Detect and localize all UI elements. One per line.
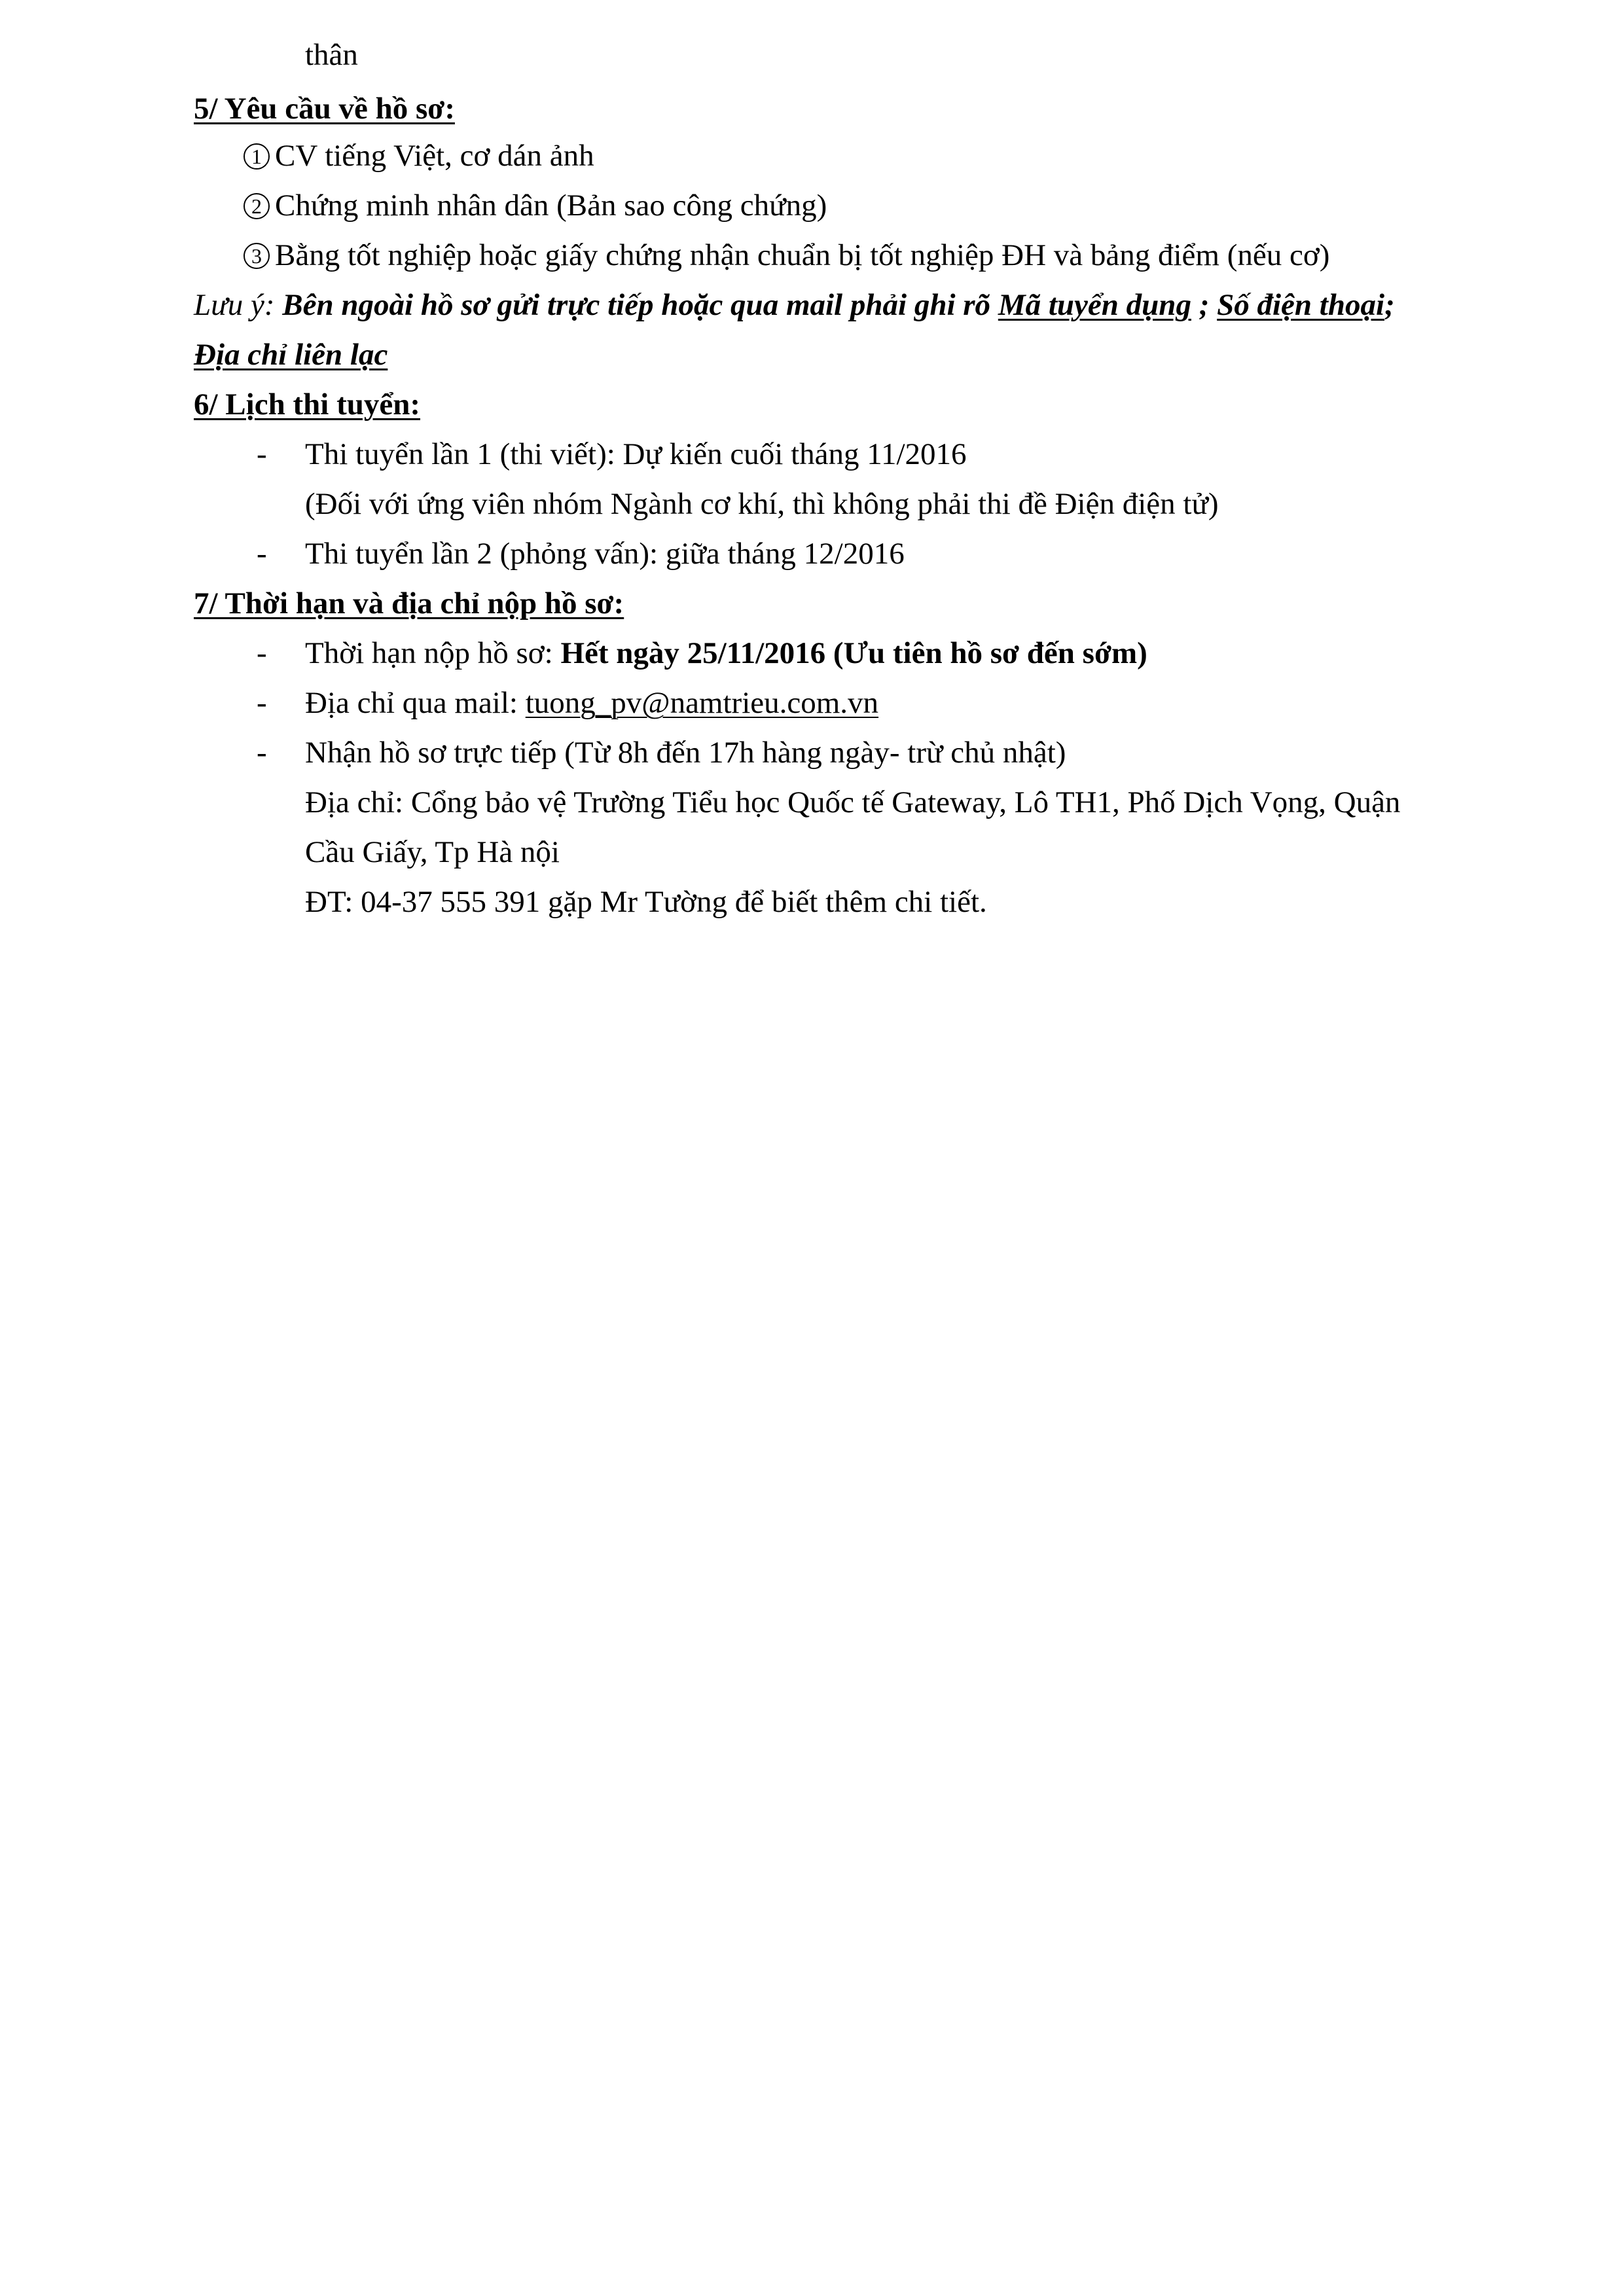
section-6-heading: 6/ Lịch thi tuyển: bbox=[194, 387, 421, 422]
section-5-heading: 5/ Yêu cầu về hồ sơ: bbox=[194, 92, 455, 126]
section-7-heading: 7/ Thời hạn và địa chỉ nộp hồ sơ: bbox=[194, 586, 624, 620]
list-item bbox=[244, 236, 1329, 275]
mail-line bbox=[305, 683, 878, 723]
list-item bbox=[0, 534, 1624, 573]
note-text: Bên ngoài hồ sơ gửi trực tiếp hoặc qua mail phải ghi rõ bbox=[282, 288, 991, 322]
address-line-1: Địa chỉ: Cổng bảo vệ Trường Tiểu học Quốc tế Gateway, Lô TH1, Phố Dịch Vọng, Quận bbox=[305, 785, 1401, 819]
note-separator: ; bbox=[1199, 288, 1210, 322]
list-item bbox=[244, 136, 594, 175]
list-item-text: Thi tuyển lần 1 (thi viết): Dự kiến cuối tháng 11/2016 bbox=[305, 437, 967, 471]
bullet-dash: - bbox=[257, 537, 267, 571]
bullet-dash: - bbox=[257, 686, 267, 720]
note-field-address: Địa chỉ liên lạc bbox=[194, 338, 388, 372]
deadline-line bbox=[305, 634, 1147, 673]
bullet-dash: - bbox=[257, 736, 267, 770]
deadline-value: Hết ngày 25/11/2016 (Ưu tiên hồ sơ đến sớm) bbox=[560, 636, 1147, 670]
direct-submission-text: Nhận hồ sơ trực tiếp (Từ 8h đến 17h hàng ngày- trừ chủ nhật) bbox=[305, 736, 1066, 770]
phone-line: ĐT: 04-37 555 391 gặp Mr Tường để biết thêm chi tiết. bbox=[305, 885, 987, 919]
mail-label: Địa chỉ qua mail: bbox=[305, 686, 518, 720]
list-item bbox=[0, 733, 1624, 772]
note-line-continued bbox=[194, 335, 388, 374]
list-item-text: Chứng minh nhân dân (Bản sao công chứng) bbox=[275, 188, 827, 223]
note-line bbox=[194, 285, 1395, 325]
list-item bbox=[244, 186, 827, 225]
bullet-dash: - bbox=[257, 636, 267, 670]
item-number-badge: 2 bbox=[244, 193, 270, 219]
email-link[interactable]: tuong_pv@namtrieu.com.vn bbox=[525, 686, 879, 720]
list-item-note: (Đối với ứng viên nhóm Ngành cơ khí, thì không phải thi đề Điện điện tử) bbox=[305, 487, 1219, 521]
list-item-text: Thi tuyển lần 2 (phỏng vấn): giữa tháng 12/2016 bbox=[305, 537, 905, 571]
list-item-text: CV tiếng Việt, cơ dán ảnh bbox=[275, 139, 594, 173]
deadline-label: Thời hạn nộp hồ sơ: bbox=[305, 636, 553, 670]
bullet-dash: - bbox=[257, 437, 267, 471]
item-number-badge: 3 bbox=[244, 243, 270, 269]
list-item bbox=[0, 634, 1624, 673]
list-item-text: Bằng tốt nghiệp hoặc giấy chứng nhận chuẩn bị tốt nghiệp ĐH và bảng điểm (nếu cơ) bbox=[275, 238, 1330, 272]
note-field-recruitment-code: Mã tuyển dụng bbox=[998, 288, 1191, 322]
continuation-text: thân bbox=[305, 38, 358, 72]
list-item bbox=[0, 435, 1624, 474]
address-line-2: Cầu Giấy, Tp Hà nội bbox=[305, 835, 560, 869]
list-item bbox=[0, 683, 1624, 723]
item-number-badge: 1 bbox=[244, 143, 270, 170]
note-label: Lưu ý: bbox=[194, 288, 275, 322]
note-separator: ; bbox=[1384, 288, 1395, 322]
note-field-phone: Số điện thoại bbox=[1217, 288, 1385, 322]
